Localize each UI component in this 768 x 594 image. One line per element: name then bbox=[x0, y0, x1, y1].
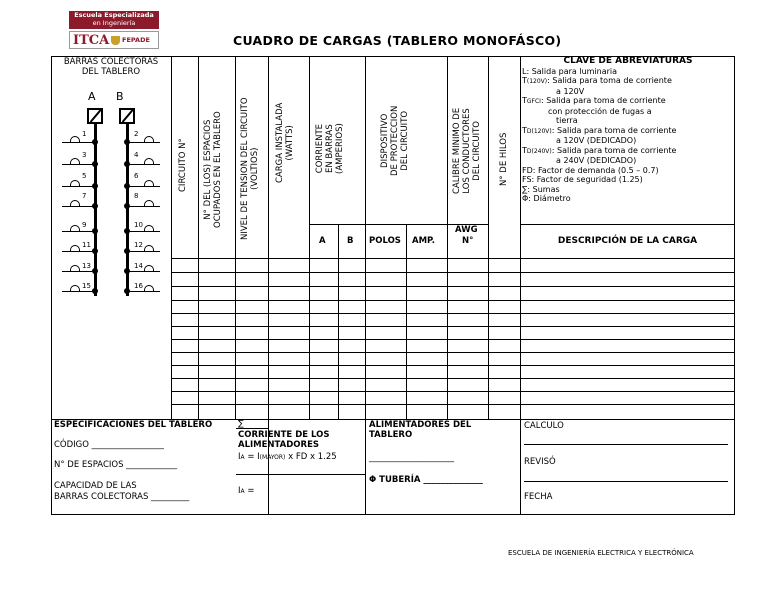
col-divider bbox=[338, 224, 339, 419]
itca-logo bbox=[69, 31, 159, 49]
abbr-t120: T(120V): Salida para toma de corriente bbox=[522, 76, 672, 85]
abbr-fd: FD: Factor de demanda (0.5 – 0.7) bbox=[522, 165, 659, 175]
subheader-a: A bbox=[319, 236, 326, 246]
alim-field[interactable]: ____________________ bbox=[369, 453, 454, 463]
bottom-divider bbox=[236, 474, 365, 475]
abbr-t120-cont: a 120V bbox=[556, 86, 585, 96]
bar-a-label: A bbox=[88, 90, 96, 103]
connection-dot bbox=[124, 268, 130, 274]
tuberia-field[interactable]: Φ TUBERÍA ______________ bbox=[369, 475, 483, 485]
subheader-divider bbox=[520, 224, 735, 225]
abbreviations-panel bbox=[522, 57, 734, 204]
circuit-number: 15 bbox=[82, 282, 91, 290]
abbreviations-title: CLAVE DE ABREVIATURAS bbox=[563, 56, 693, 66]
abbr-fs: FS: Factor de seguridad (1.25) bbox=[522, 175, 643, 184]
circuit-number: 3 bbox=[82, 151, 87, 159]
school-name-line2: en Ingeniería bbox=[92, 19, 136, 27]
circuit-number: 1 bbox=[82, 130, 87, 138]
corr-title-line2: ALIMENTADORES bbox=[238, 440, 320, 450]
alim-title bbox=[369, 420, 471, 440]
breaker-switch-icon bbox=[119, 108, 135, 124]
shield-icon bbox=[111, 36, 120, 45]
subheader-awg: AWG bbox=[455, 225, 478, 235]
header-tension-line1: NIVEL DE TENSION DEL CIRCUITO bbox=[240, 97, 250, 240]
connection-dot bbox=[92, 228, 98, 234]
circuit-number: 10 bbox=[134, 221, 143, 229]
connection-dot bbox=[124, 248, 130, 254]
corr-title-line1: CORRIENTE DE LOS bbox=[238, 430, 330, 440]
header-espacios-line2: OCUPADOS EN EL TABLERO bbox=[213, 111, 223, 228]
header-espacios bbox=[203, 111, 223, 228]
header-dispositivo bbox=[380, 106, 410, 176]
header-descripcion: DESCRIPCIÓN DE LA CARGA bbox=[557, 236, 698, 246]
circuit-number: 13 bbox=[82, 262, 91, 270]
row-line bbox=[171, 272, 735, 273]
subheader-b: B bbox=[347, 236, 354, 246]
row-line bbox=[171, 326, 735, 327]
abbr-sum: ∑: Sumas bbox=[522, 184, 560, 194]
alim-title-line1: ALIMENTADORES DEL bbox=[369, 420, 472, 430]
circuit-number: 5 bbox=[82, 172, 87, 180]
abbr-tgfci-cont: con protección de fugas a bbox=[548, 106, 652, 116]
ia-formula: IA = I(MAYOR) x FD x 1.25 bbox=[238, 452, 337, 462]
header-calibre-line3: DEL CIRCUITO bbox=[472, 121, 482, 181]
header-carga-line2: (WATTS) bbox=[285, 125, 295, 161]
school-banner bbox=[69, 11, 159, 29]
sum-symbol: ∑ bbox=[238, 419, 244, 429]
spec-title: ESPECIFICACIONES DEL TABLERO bbox=[54, 420, 213, 430]
row-line bbox=[171, 352, 735, 353]
connection-dot bbox=[92, 203, 98, 209]
itca-wordmark: ITCA bbox=[73, 33, 110, 48]
header-corriente bbox=[315, 123, 345, 174]
circuit-number: 8 bbox=[134, 192, 139, 200]
page-title: CUADRO DE CARGAS (TABLERO MONOFÁSCO) bbox=[233, 33, 562, 48]
calculo-line bbox=[524, 444, 728, 445]
circuit-number: 9 bbox=[82, 221, 87, 229]
corr-title bbox=[238, 430, 329, 450]
bar-b-label: B bbox=[116, 90, 124, 103]
header-tension-line2: (VOLTIOS) bbox=[250, 147, 260, 190]
bars-header-line1: BARRAS COLECTORAS bbox=[63, 57, 159, 67]
circuit-number: 12 bbox=[134, 241, 143, 249]
abbr-tgfci: TGFCI: Salida para toma de corriente bbox=[522, 96, 666, 105]
circuit-number: 6 bbox=[134, 172, 139, 180]
header-dispositivo-line2: DE PROTECCION bbox=[390, 105, 400, 176]
bars-header bbox=[51, 57, 171, 77]
row-line bbox=[171, 300, 735, 301]
connection-dot bbox=[124, 288, 130, 294]
circuit-number: 16 bbox=[134, 282, 143, 290]
ia-result[interactable]: IA = bbox=[238, 486, 255, 496]
bars-header-line2: DEL TABLERO bbox=[81, 67, 141, 77]
circuit-number: 14 bbox=[134, 262, 143, 270]
header-hilos: N° DE HILOS bbox=[499, 132, 509, 186]
row-line bbox=[171, 378, 735, 379]
connection-dot bbox=[92, 183, 98, 189]
subheader-awg-n: N° bbox=[462, 236, 474, 246]
connection-dot bbox=[124, 228, 130, 234]
abbr-tgfci-cont2: tierra bbox=[556, 116, 578, 125]
header-dispositivo-line1: DISPOSITIVO bbox=[380, 113, 390, 168]
reviso-field[interactable]: REVISÓ bbox=[524, 457, 556, 467]
reviso-line bbox=[524, 481, 728, 482]
row-line bbox=[171, 391, 735, 392]
col-divider bbox=[406, 224, 407, 419]
circuit-number: 2 bbox=[134, 130, 139, 138]
connection-dot bbox=[92, 139, 98, 145]
row-line bbox=[171, 258, 735, 259]
capacidad-field[interactable]: BARRAS COLECTORAS _________ bbox=[54, 492, 190, 502]
connection-dot bbox=[92, 161, 98, 167]
header-corriente-line1: CORRIENTE bbox=[315, 123, 325, 174]
capacidad-label: CAPACIDAD DE LAS bbox=[54, 481, 137, 491]
connection-dot bbox=[92, 268, 98, 274]
connection-dot bbox=[124, 183, 130, 189]
header-dispositivo-line3: DEL CIRCUITO bbox=[400, 110, 410, 171]
subheader-polos: POLOS bbox=[369, 236, 401, 246]
header-corriente-line2: EN BARRAS bbox=[325, 124, 335, 173]
alim-title-line2: TABLERO bbox=[369, 430, 413, 440]
abbr-phi: Φ: Diámetro bbox=[522, 194, 571, 203]
fecha-field[interactable]: FECHA bbox=[524, 492, 553, 502]
school-name-line1: Escuela Especializada bbox=[74, 11, 154, 19]
abbr-l: L: Salida para luminaria bbox=[522, 66, 618, 76]
circuit-number: 4 bbox=[134, 151, 139, 159]
header-espacios-line1: N° DEL (LOS) ESPACIOS bbox=[203, 119, 213, 220]
header-calibre-line1: CALIBRE MINIMO DE bbox=[452, 107, 462, 194]
espacios-field[interactable]: N° DE ESPACIOS ____________ bbox=[54, 460, 178, 470]
header-calibre-line2: LOS CONDUCTORES bbox=[462, 108, 472, 194]
fepade-wordmark: FEPADE bbox=[122, 36, 150, 44]
codigo-field[interactable]: CÓDIGO _________________ bbox=[54, 440, 164, 450]
header-corriente-line3: (AMPERIOS) bbox=[335, 123, 345, 174]
abbr-td240-cont: a 240V (DEDICADO) bbox=[556, 156, 637, 165]
connection-dot bbox=[92, 248, 98, 254]
abbr-td120: TD(120V): Salida para toma de corriente bbox=[522, 125, 677, 135]
abbr-td120-cont: a 120V (DEDICADO) bbox=[556, 136, 637, 145]
abbr-td240: TD(240V): Salida para toma de corriente bbox=[522, 145, 677, 155]
header-carga bbox=[275, 103, 295, 183]
circuit-number: 7 bbox=[82, 192, 87, 200]
connection-dot bbox=[124, 139, 130, 145]
header-circuito: CIRCUITO N° bbox=[178, 138, 188, 192]
row-line bbox=[171, 339, 735, 340]
subheader-amp: AMP. bbox=[412, 236, 435, 246]
connection-dot bbox=[124, 161, 130, 167]
connection-dot bbox=[124, 203, 130, 209]
fecha-line bbox=[524, 514, 664, 515]
connection-dot bbox=[92, 288, 98, 294]
row-line bbox=[171, 313, 735, 314]
row-line bbox=[171, 404, 735, 405]
circuit-number: 11 bbox=[82, 241, 91, 249]
header-tension bbox=[240, 97, 260, 240]
row-line bbox=[171, 365, 735, 366]
header-calibre bbox=[452, 108, 482, 194]
header-carga-line1: CARGA INSTALADA bbox=[275, 102, 285, 183]
footer-school: ESCUELA DE INGENIERÍA ELECTRICA Y ELECTRÓNICA bbox=[508, 549, 694, 557]
calculo-field[interactable]: CALCULO bbox=[524, 421, 564, 431]
breaker-switch-icon bbox=[87, 108, 103, 124]
row-line bbox=[171, 286, 735, 287]
